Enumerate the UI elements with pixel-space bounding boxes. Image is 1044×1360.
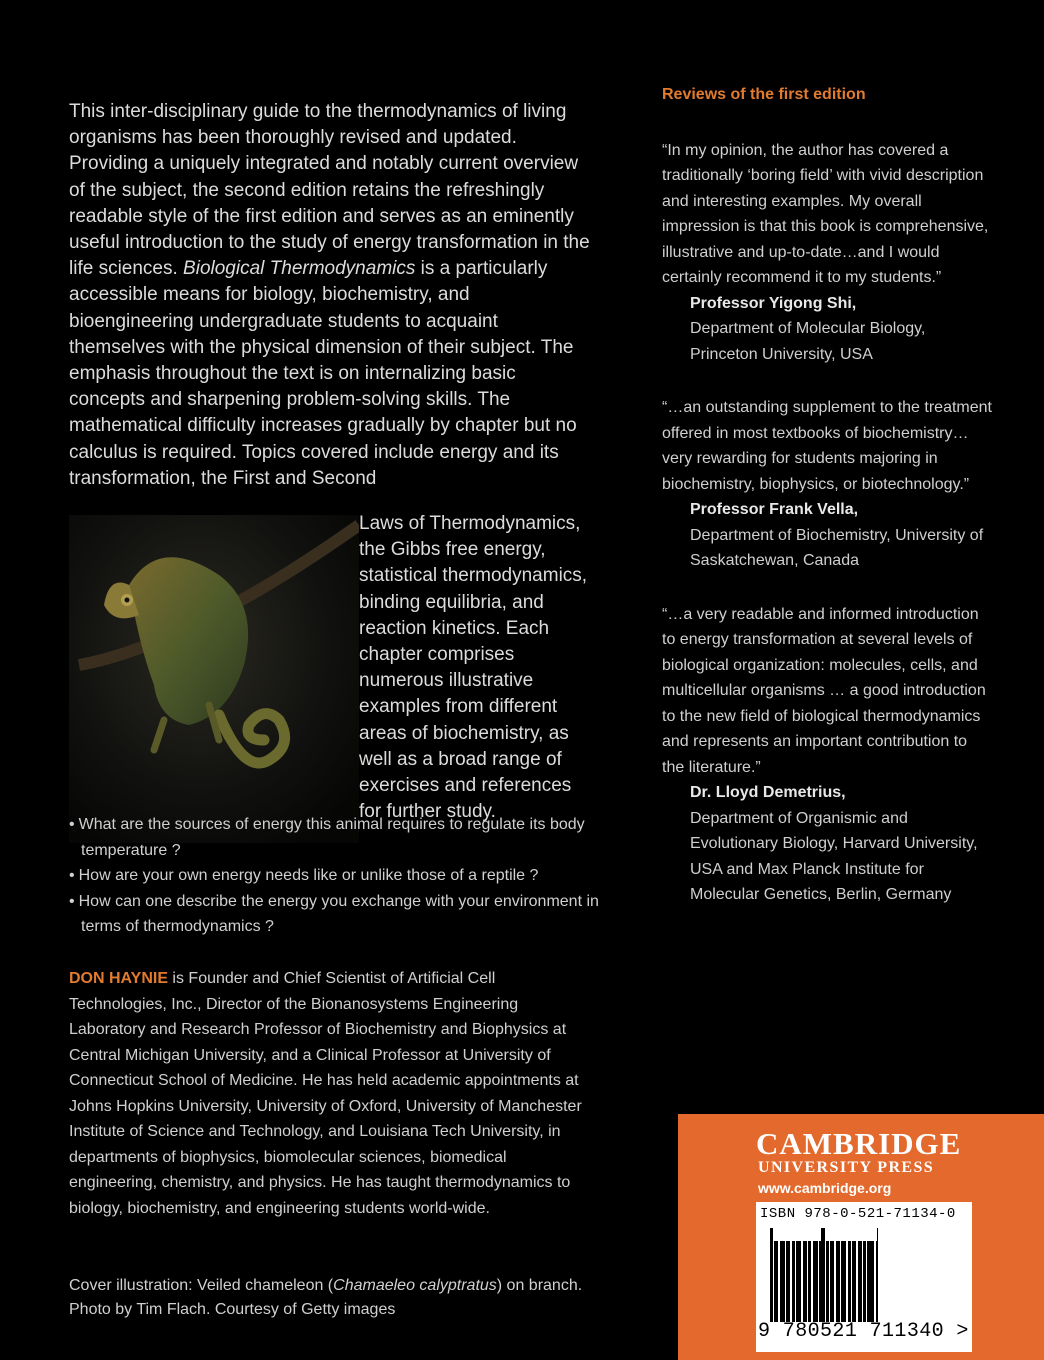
blurb-wrapped-text: Laws of Thermodynamics, the Gibbs free energy, statistical thermodynamics, binding equilibria, and reaction kinetics. Each chapter comprises numerous illustrative examples from different areas of biochemistry, as well as a broad range of exercises and references for further study. bbox=[359, 513, 588, 823]
reviews-section bbox=[662, 82, 992, 936]
review-quote: “…a very readable and informed introduction to energy transformation at several levels of biological organization: molecules, cells, and multicellular organisms … a good introduction to the new field of biological thermodynamics and represents an important contribution to the literature.” bbox=[662, 605, 986, 776]
blurb-text-2: is a particularly accessible means for biology, biochemistry, and bioengineering undergraduate students to acquaint themselves with the physical dimension of their subject. The emphasis throughout the text is on internalizing basic concepts and sharpening problem-solving skills. The mathematical difficulty increases gradually by chapter but no calculus is required. Topics covered include energy and its transformation, the First and Second bbox=[69, 258, 577, 489]
barcode-bar bbox=[877, 1228, 878, 1322]
publisher-website: www.cambridge.org bbox=[758, 1180, 892, 1196]
review-quote: “In my opinion, the author has covered a traditionally ‘boring field’ with vivid description and interesting examples. My overall impression is that this book is comprehensive, illustrative and up-to-date…and I would certainly recommend it to my students.” bbox=[662, 141, 989, 286]
question-item: • How can one describe the energy you exchange with your environment in terms of thermodynamics ? bbox=[69, 889, 609, 940]
publisher-logo-press: UNIVERSITY PRESS bbox=[758, 1159, 935, 1176]
credit-species: Chamaeleo calyptratus bbox=[333, 1277, 497, 1294]
question-item: • What are the sources of energy this animal requires to regulate its body temperature ? bbox=[69, 812, 609, 863]
credit-line-2: Photo by Tim Flach. Courtesy of Getty images bbox=[69, 1301, 396, 1318]
review-item bbox=[662, 602, 992, 908]
isbn-text: ISBN 978-0-521-71134-0 bbox=[760, 1206, 956, 1222]
reviewer-affiliation: Department of Organismic and Evolutionary Biology, Harvard University, USA and Max Planck Institute for Molecular Genetics, Berlin, Germany bbox=[690, 809, 978, 903]
review-quote: “…an outstanding supplement to the treatment offered in most textbooks of biochemistry…very rewarding for students majoring in biochemistry, biophysics, or biotechnology.” bbox=[662, 399, 992, 493]
reviewer-affiliation: Department of Biochemistry, University of Saskatchewan, Canada bbox=[690, 526, 984, 569]
blurb-text-1: This inter-disciplinary guide to the thermodynamics of living organisms has been thoroughly revised and updated. Providing a uniquely integrated and notably current overview of the subject, the second edition retains the refreshingly readable style of the first edition and serves as an eminently useful introduction to the study of energy transformation in the life sciences. bbox=[69, 101, 590, 280]
blurb bbox=[69, 80, 594, 843]
credit-prefix: Cover illustration: Veiled chameleon ( bbox=[69, 1277, 334, 1294]
reviewer-name: Dr. Lloyd Demetrius, bbox=[690, 784, 846, 801]
barcode-panel bbox=[756, 1202, 972, 1352]
author-bio bbox=[69, 966, 594, 1221]
publisher-logo-name: CAMBRIDGE bbox=[756, 1126, 962, 1161]
review-item bbox=[662, 395, 992, 574]
blurb-intro bbox=[69, 99, 594, 492]
reviewer bbox=[690, 497, 992, 574]
publisher-block bbox=[678, 1114, 1044, 1360]
credit-suffix: ) on branch. bbox=[496, 1277, 583, 1294]
chameleon-photo-icon bbox=[69, 515, 359, 843]
review-item bbox=[662, 138, 992, 368]
reviewer-name: Professor Yigong Shi, bbox=[690, 294, 857, 312]
author-name: DON HAYNIE bbox=[69, 970, 168, 987]
barcode-digits: 9 780521 711340 > bbox=[758, 1320, 969, 1343]
study-questions bbox=[69, 812, 609, 940]
reviewer-name: Professor Frank Vella, bbox=[690, 501, 859, 518]
cover-credit bbox=[69, 1274, 629, 1322]
question-item: • How are your own energy needs like or unlike those of a reptile ? bbox=[69, 863, 609, 889]
barcode-icon bbox=[770, 1228, 960, 1322]
blurb-book-title: Biological Thermodynamics bbox=[183, 258, 416, 280]
reviewer bbox=[690, 780, 992, 908]
reviewer-affiliation: Department of Molecular Biology, Princeton University, USA bbox=[690, 320, 926, 363]
reviews-heading: Reviews of the first edition bbox=[662, 86, 866, 103]
credit-line-1 bbox=[69, 1274, 629, 1298]
cover-photo bbox=[69, 515, 359, 843]
author-bio-text: is Founder and Chief Scientist of Artificial Cell Technologies, Inc., Director of the Bionanosystems Engineering Laboratory and Research Professor of Biochemistry and Biophysics at Central Michigan University, and a Clinical Professor at University of Connecticut School of Medicine. He has held academic appointments at Johns Hopkins University, University of Oxford, University of Manchester Institute of Science and Technology, and Louisiana Tech University, in departments of biophysics, biomolecular sciences, biomedical engineering, chemistry, and physics. He has taught thermodynamics to biology, biochemistry, and engineering students world-wide. bbox=[69, 970, 582, 1217]
reviewer bbox=[690, 291, 992, 368]
